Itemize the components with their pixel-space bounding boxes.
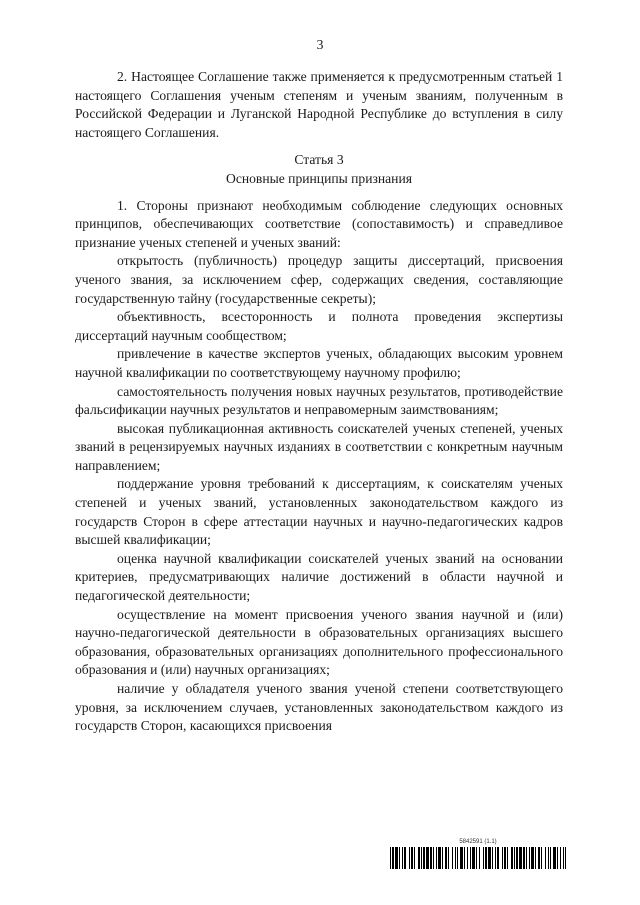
principle-qualification: оценка научной квалификации соискателей ученых званий на основании критериев, предусматривающих наличие достижений в области научной и педагогической деятельности; bbox=[75, 550, 563, 604]
principle-openness: открытость (публичность) процедур защиты диссертаций, присвоения ученого звания, за исключением сфер, содержащих сведения, составляющие государственную тайну (государственные секреты); bbox=[75, 253, 563, 306]
principle-requirements: поддержание уровня требований к диссертациям, к соискателям ученых степеней и ученых званий, установленных законодательством каждого из государств Сторон в сфере аттестации научных и научно-педагогических кадров высшей квалификации; bbox=[75, 476, 563, 548]
paragraph-1-principles: 1. Стороны признают необходимым соблюдение следующих основных принципов, обеспечивающих соответствие (сопоставимость) и справедливое признание ученых степеней и ученых званий: bbox=[75, 197, 563, 250]
article-number-heading: Статья 3 bbox=[294, 152, 344, 168]
principle-publications: высокая публикационная активность соискателей ученых степеней, ученых званий в рецензируемых научных изданиях в соответствии с конкретным научным направлением; bbox=[75, 420, 563, 473]
barcode bbox=[390, 847, 566, 869]
principle-degree: наличие у обладателя ученого звания ученой степени соответствующего уровня, за исключением случаев, установленных законодательством каждого из государств Сторон, касающихся присвоения bbox=[75, 681, 563, 734]
page-number: 3 bbox=[316, 38, 324, 53]
document-footer bbox=[390, 839, 566, 869]
principle-independence: самостоятельность получения новых научных результатов, противодействие фальсификации научных результатов и неправомерным заимствованиям; bbox=[75, 383, 563, 418]
document-body bbox=[75, 68, 563, 736]
article-title-heading: Основные принципы признания bbox=[226, 170, 412, 186]
principle-objectivity: объективность, всесторонность и полнота проведения экспертизы диссертаций научным сообществом; bbox=[75, 309, 563, 343]
principle-activity: осуществление на момент присвоения ученого звания научной и (или) научно-педагогической деятельности в образовательных организациях высшего образования, образовательных организациях дополнительного профессионального образования и (или) научных организациях; bbox=[75, 606, 563, 678]
document-code: 5842591 (1.1) bbox=[459, 839, 497, 845]
principle-experts: привлечение в качестве экспертов ученых, обладающих высоким уровнем научной квалификации по соответствующему научному профилю; bbox=[75, 346, 563, 380]
paragraph-2-scope: 2. Настоящее Соглашение также применяется к предусмотренным статьей 1 настоящего Соглашения ученым степеням и ученым званиям, полученным в Российской Федерации и Луганской Народной Республике до вступления в силу настоящего Соглашения. bbox=[75, 69, 563, 140]
